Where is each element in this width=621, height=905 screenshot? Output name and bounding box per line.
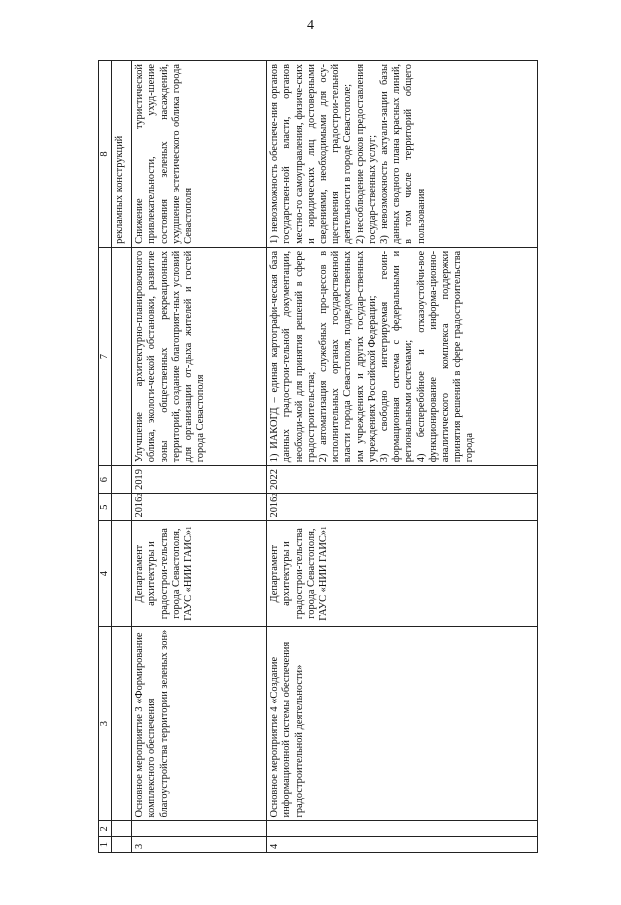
empty-cell [112, 247, 132, 465]
table-row [132, 61, 267, 853]
rotated-table-wrapper [98, 60, 538, 853]
start-year-cell [132, 493, 267, 521]
row-number: 3 [132, 837, 267, 853]
measure-title: Основное мероприятие 4 «Создание информационной системы обеспечения градостроительной деятельности» [267, 626, 538, 821]
empty-cell [112, 821, 132, 837]
row-col2 [267, 821, 538, 837]
continuation-row [112, 61, 132, 853]
consequences [267, 61, 538, 248]
page-number: 4 [307, 18, 314, 33]
executor-footnote: 1 [185, 526, 194, 531]
row-number: 4 [267, 837, 538, 853]
empty-cell [112, 466, 132, 494]
end-year: 2019 [132, 466, 267, 494]
empty-cell [112, 493, 132, 521]
column-number: 6 [99, 466, 112, 494]
program-measures-table [98, 60, 538, 853]
table-row [267, 61, 538, 853]
executor: Департамент архитектуры и градострои-тельства города Севастополя, ГАУС «НИИ ГАИС» [134, 528, 195, 621]
consequence-item: 2) несоблюдение сроков предоставления государ-ственных услуг; [354, 64, 378, 244]
column-number: 7 [99, 247, 112, 465]
row-col2 [132, 821, 267, 837]
executor-cell [132, 521, 267, 626]
executor: Департамент архитектуры и градострои-тельства города Севастополя, ГАУС «НИИ ГАИС» [269, 528, 330, 621]
result-item: 1) ИАКОГД – единая картографи-ческая база данных градострои-тельной документации, необходи-мой для принятия решений в сфере градостроительства; [269, 250, 317, 463]
start-footnote: 2 [271, 493, 280, 497]
result-item: 2) автоматизация служебных про-цессов в исполнительных органах государственной власти города Севастополя, подведомственных им учреждениях и других государ-ственных учреждениях Российской Федерации; [318, 250, 378, 463]
start-footnote: 2 [136, 493, 145, 497]
result-item: 4) бесперебойное и отказоустойчи-вое функционирование информа-ционно-аналитического комплекса поддержки принятия решений в сфере градостроительства города [415, 250, 476, 463]
column-number: 2 [99, 821, 112, 837]
column-number: 8 [99, 61, 112, 248]
consequences: Снижение туристической привлекательности, ухуд-шение состояния зеленых насаждений, ухудшение эстетического облика города Севастополя [132, 61, 267, 248]
consequence-item: 3) невозможность актуали-зации базы данных сводного плана красных линий, в том числе территорий общего пользования [379, 64, 427, 244]
start-year: 2016 [134, 496, 146, 518]
column-number: 1 [99, 837, 112, 853]
measure-title: Основное мероприятие 3 «Формирование комплексного обеспечения благоустройства территории зеленых зон» [132, 626, 267, 821]
expected-result: Улучшение архитектурно-планировочного облика, экологи-ческой обстановки, развитие зоны общественных рекреационных территорий, создание благоприят-ных условий для организации от-дыха жителей и гостей города Севастополя [132, 247, 267, 465]
end-year: 2022 [267, 466, 538, 494]
executor-cell [267, 521, 538, 626]
column-number: 4 [99, 521, 112, 626]
column-number-row [99, 61, 112, 853]
start-year: 2016 [269, 496, 281, 518]
empty-cell [112, 521, 132, 626]
consequence-item: 1) невозможность обеспече-ния органов государствен-ной власти, органов местно-го самоуправления, физиче-ских и юридических лиц достоверными сведениями, необходимыми для осу-ществления градострои-тельной деятельности в городе Севастополе; [269, 64, 354, 244]
continuation-text: рекламных конструкций [112, 61, 132, 248]
empty-cell [112, 837, 132, 853]
empty-cell [112, 626, 132, 821]
column-number: 3 [99, 626, 112, 821]
column-number: 5 [99, 493, 112, 521]
result-item: 3) свободно интегрируемая геоин-формационная система с федеральными и региональными системами; [379, 250, 415, 463]
executor-footnote: 1 [320, 526, 329, 531]
start-year-cell [267, 493, 538, 521]
expected-result [267, 247, 538, 465]
